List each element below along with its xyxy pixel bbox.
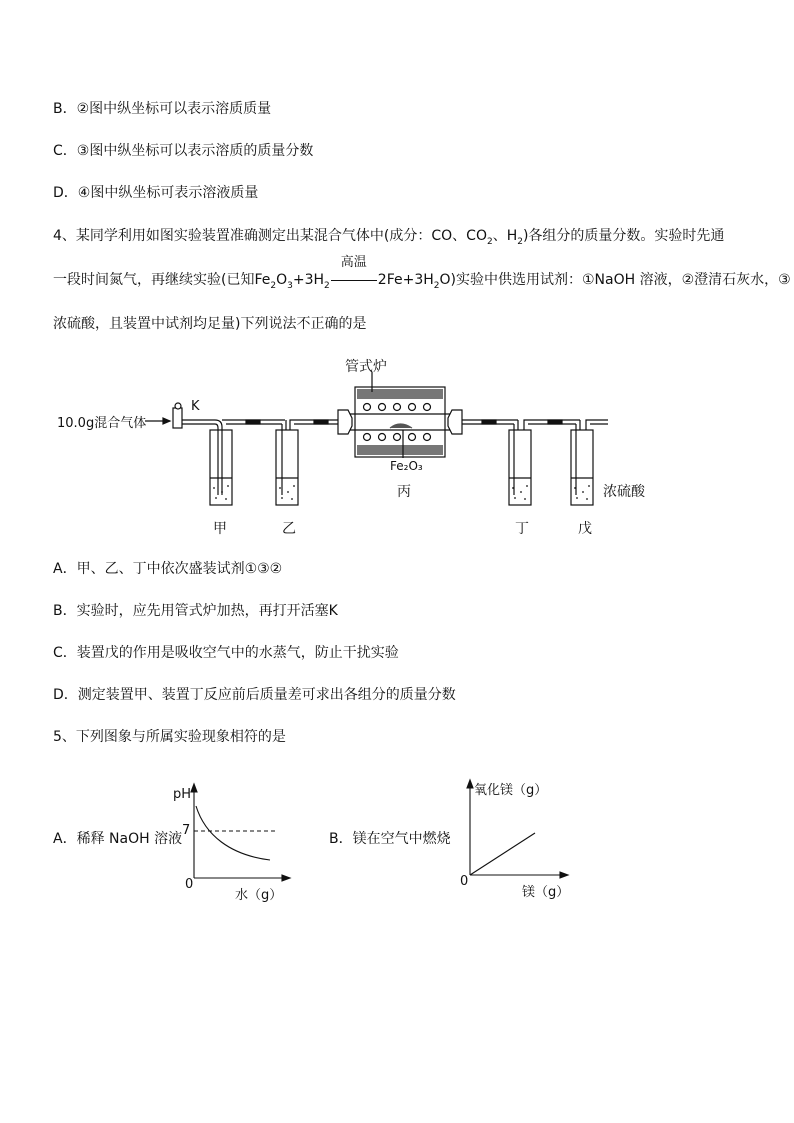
furnace-label: 管式炉 — [345, 359, 387, 375]
q3-option-b: B．②图中纵坐标可以表示溶质质量 — [53, 101, 272, 117]
q4-option-c: C．装置戊的作用是吸收空气中的水蒸气，防止干扰实验 — [53, 645, 399, 661]
q3-option-c: C．③图中纵坐标可以表示溶质的质量分数 — [53, 143, 314, 159]
reaction-condition: 高温 — [331, 270, 377, 290]
graph-b-ylabel: 氧化镁（g） — [474, 783, 548, 798]
gas-inlet-label: 10.0g混合气体 — [57, 416, 147, 431]
apparatus-diagram — [50, 350, 670, 540]
q5-option-a: A．稀释 NaOH 溶液 — [53, 831, 183, 847]
bottle-yi-label: 乙 — [282, 521, 296, 537]
graph-a-ytick-7: 7 — [182, 823, 191, 838]
q4-option-a: A．甲、乙、丁中依次盛装试剂①③② — [53, 561, 283, 577]
bottle-ding-label: 丁 — [515, 521, 529, 537]
graph-b-xlabel: 镁（g） — [522, 885, 570, 900]
bottle-jia-label: 甲 — [213, 521, 227, 537]
q4-stem-line2: 一段时间氮气，再继续实验(已知$Fe_2O_3+3H_2$ 高温 $2Fe+3H_2O$)实验中供选用试剂：①NaOH 溶液，②澄清石灰水，③ — [53, 255, 791, 291]
graph-a — [180, 770, 300, 890]
q5-option-b: B．镁在空气中燃烧 — [329, 831, 451, 847]
q4-stem-line1: 4、某同学利用如图实验装置准确测定出某混合气体中(成分：CO、$CO_2$、$H_2$)各组分的质量分数。实验时先通 — [53, 228, 725, 247]
q4-option-b: B．实验时，应先用管式炉加热，再打开活塞K — [53, 603, 338, 619]
q5-stem: 5、下列图象与所属实验现象相符的是 — [53, 729, 286, 745]
q3-option-d: D．④图中纵坐标可表示溶液质量 — [53, 185, 259, 201]
valve-k-label: K — [191, 399, 200, 414]
fe2o3-label: Fe₂O₃ — [390, 459, 423, 473]
graph-a-xlabel: 水（g） — [235, 888, 283, 903]
acid-label: 浓硫酸 — [603, 484, 645, 500]
bottle-wu-label: 戊 — [578, 521, 592, 537]
q4-stem-line3: 浓硫酸，且装置中试剂均足量)下列说法不正确的是 — [53, 316, 367, 332]
bottle-bing-label: 丙 — [397, 484, 411, 500]
graph-a-origin: 0 — [185, 877, 194, 892]
q4-option-d: D．测定装置甲、装置丁反应前后质量差可求出各组分的质量分数 — [53, 687, 456, 703]
graph-a-ylabel: pH — [173, 787, 192, 802]
graph-b-origin: 0 — [460, 874, 469, 889]
